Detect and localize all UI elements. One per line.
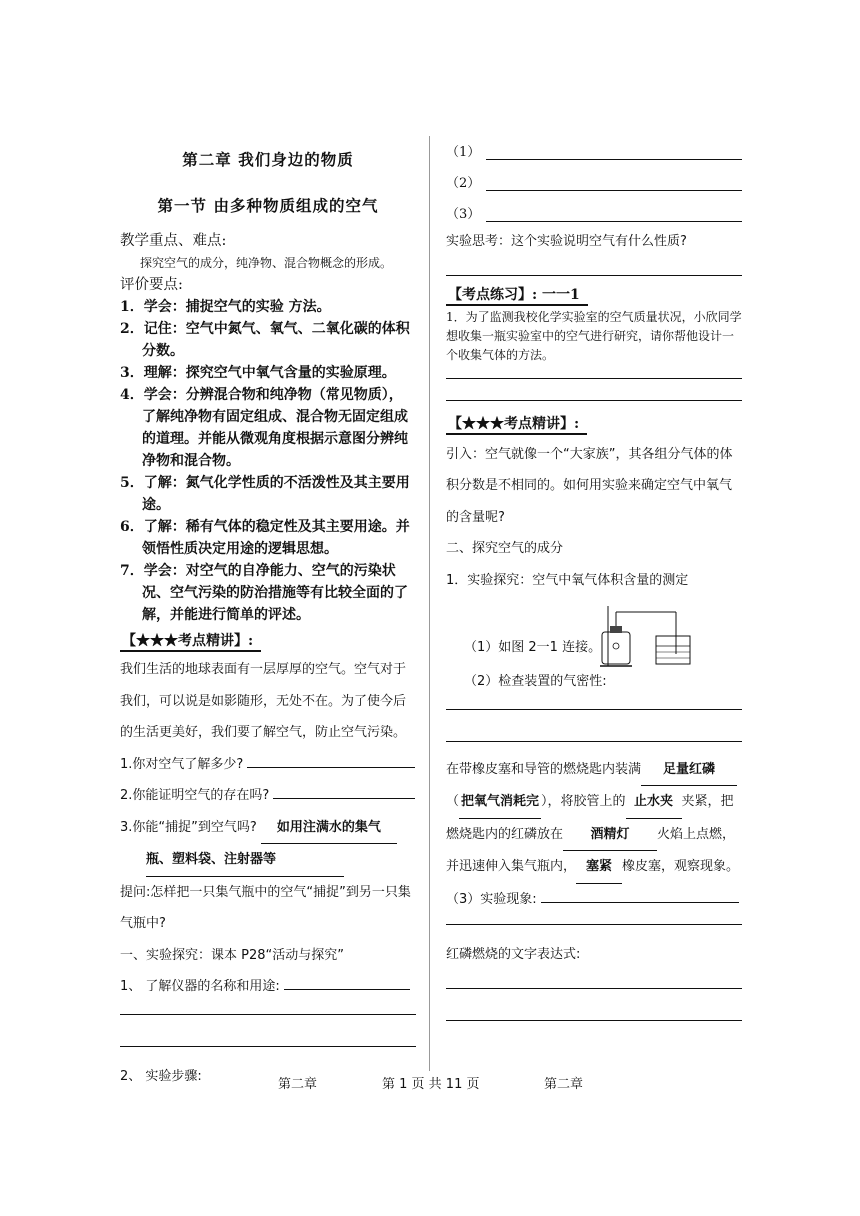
practice-text: 1．为了监测我校化学实验室的空气质量状况，小欣同学想收集一瓶实验室中的空气进行研究，请你帮他设计一个收集气体的方法。 <box>446 309 742 362</box>
fill-line-d: 并迅速伸入集气瓶内， 塞紧 橡皮塞，观察现象。 <box>446 851 742 884</box>
goal-item: 5．了解：氮气化学性质的不活泼性及其主要用途。 <box>120 475 410 513</box>
answer-blank[interactable] <box>247 753 415 768</box>
goal-item: 3．理解：探究空气中氧气含量的实验原理。 <box>120 365 396 381</box>
answer-filled: 酒精灯 <box>563 819 657 852</box>
goal-item: 7．学会：对空气的自净能力、空气的污染状况、空气污染的防治措施等有比较全面的了解，并能进行简单的评述。 <box>120 563 408 623</box>
question-2: 2.你能证明空气的存在吗? <box>120 780 416 812</box>
section-title: 第一节 由多种物质组成的空气 <box>157 196 379 215</box>
phenomenon-line: （3）实验现象: <box>446 884 742 916</box>
column-divider <box>429 136 430 1071</box>
question-3: 3.你能“捕捉”到空气吗? 如用注满水的集气 <box>120 812 416 845</box>
apparatus-area <box>446 596 742 674</box>
connect-step: （1）如图 2一1 连接。 <box>464 640 602 655</box>
apparatus-diagram-icon <box>596 602 694 670</box>
answer-filled: 止水夹 <box>626 786 682 819</box>
item-2: 2、 实验步骤: <box>120 1068 202 1084</box>
answer-line[interactable] <box>120 1013 416 1015</box>
answer-filled: 塞紧 <box>576 851 622 884</box>
answer-line[interactable] <box>486 207 742 222</box>
airtight-step: （2）检查装置的气密性: <box>464 674 607 689</box>
answer-line[interactable] <box>486 145 742 160</box>
think-question: 实验思考：这个实验说明空气有什么性质? <box>446 234 687 249</box>
answer-line[interactable] <box>446 740 742 742</box>
answer-line[interactable] <box>446 1019 742 1021</box>
key-explain-label: 【★★★考点精讲】: <box>446 413 587 435</box>
answer-line[interactable] <box>120 1045 416 1047</box>
intro-paragraph: 引入：空气就像一个“大家族”，其各组分气体的体积分数是不相同的。如何用实验来确定空气中氧气的含量呢? <box>446 446 733 525</box>
answer-line[interactable] <box>446 274 742 276</box>
experiment-1-heading: 1．实验探究：空气中氧气体积含量的测定 <box>446 572 689 588</box>
step-line-3: （3） <box>446 191 742 222</box>
answer-filled: 瓶、塑料袋、注射器等 <box>146 844 344 877</box>
question-1: 1.你对空气了解多少? <box>120 749 416 781</box>
ask-paragraph: 提问:怎样把一只集气瓶中的空气“捕捉”到另一只集气瓶中? <box>120 884 411 931</box>
key-points-heading: 教学重点、难点: <box>120 233 227 249</box>
answer-blank[interactable] <box>284 975 410 990</box>
step-line-2: （2） <box>446 160 742 191</box>
answer-line[interactable] <box>446 923 742 925</box>
goal-item: 4．学会：分辨混合物和纯净物（常见物质），了解纯净物有固定组成、混合物无固定组成的道理。并能从微观角度根据示意图分辨纯净物和混合物。 <box>120 387 408 469</box>
fill-line-c: 燃烧匙内的红磷放在 酒精灯 火焰上点燃， <box>446 819 742 852</box>
footer-right: 第二章 <box>544 1077 584 1092</box>
left-column <box>120 138 416 1092</box>
answer-filled: 如用注满水的集气 <box>261 812 397 845</box>
eval-heading: 评价要点: <box>120 277 183 293</box>
footer-left: 第二章 <box>278 1077 318 1092</box>
question-3-continued <box>120 844 416 877</box>
key-points-text: 探究空气的成分，纯净物、混合物概念的形成。 <box>140 256 393 270</box>
item-1: 1、 了解仪器的名称和用途: <box>120 971 416 1003</box>
answer-line[interactable] <box>486 176 742 191</box>
answer-line[interactable] <box>446 377 742 379</box>
fill-line-a: 在带橡皮塞和导管的燃烧匙内装满 足量红磷 <box>446 754 742 787</box>
answer-line[interactable] <box>446 708 742 710</box>
key-explain-label: 【★★★考点精讲】: <box>120 630 261 652</box>
answer-filled: 足量红磷 <box>641 754 737 787</box>
practice-label: 【考点练习】: 一一1 <box>446 284 588 306</box>
answer-blank[interactable] <box>541 888 739 903</box>
step-line-1: （1） <box>446 138 742 160</box>
section-2-heading: 二、探究空气的成分 <box>446 541 564 556</box>
fill-line-b: （ 把氧气消耗完 ），将胶管上的 止水夹 夹紧，把 <box>446 786 742 819</box>
chapter-title: 第二章 我们身边的物质 <box>182 150 354 169</box>
goal-item: 2．记住：空气中氮气、氧气、二氧化碳的体积分数。 <box>120 321 410 359</box>
goal-item: 1．学会：捕捉空气的实验 方法。 <box>120 299 331 315</box>
answer-line[interactable] <box>446 987 742 989</box>
intro-paragraph: 我们生活的地球表面有一层厚厚的空气。空气对于我们，可以说是如影随形，无处不在。为了使今后的生活更美好，我们要了解空气，防止空气污染。 <box>120 662 407 740</box>
goal-item: 6．了解：稀有气体的稳定性及其主要用途。并领悟性质决定用途的逻辑思想。 <box>120 519 410 557</box>
answer-blank[interactable] <box>273 784 415 799</box>
answer-line[interactable] <box>446 399 742 401</box>
experiment-heading: 一、实验探究：课本 P28“活动与探究” <box>120 947 344 963</box>
page-number: 第 1 页 共 11 页 <box>382 1077 480 1092</box>
equation-heading: 红磷燃烧的文字表达式: <box>446 947 581 962</box>
answer-filled: 把氧气消耗完 <box>459 786 541 819</box>
right-column <box>446 138 742 1021</box>
